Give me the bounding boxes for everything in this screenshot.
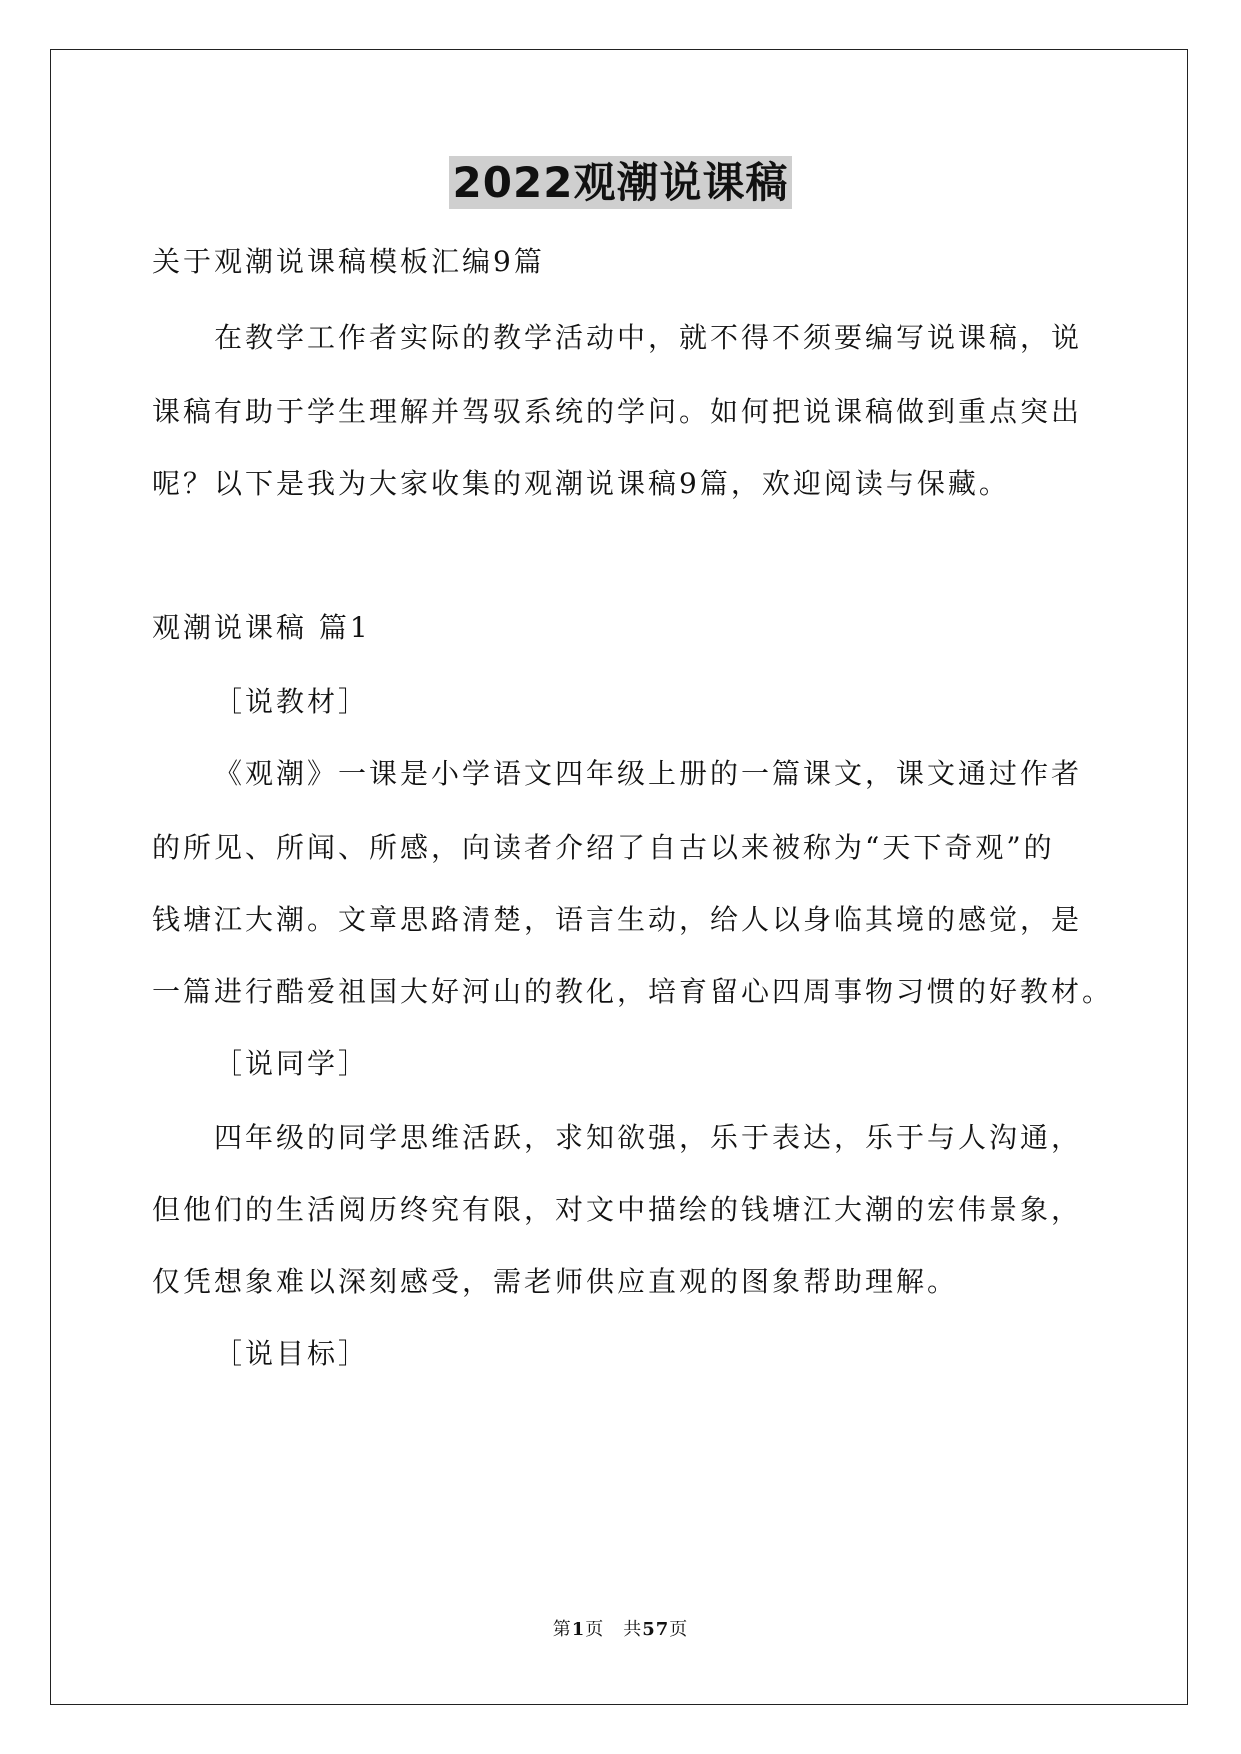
block1-line-3: 钱塘江大潮。文章思路清楚，语言生动，给人以身临其境的感觉，是 [152, 903, 1083, 936]
block1-heading: ［说教材］ [214, 685, 370, 718]
page-footer [0, 1615, 1241, 1641]
intro-line-2: 课稿有助于学生理解并驾驭系统的学问。如何把说课稿做到重点突出 [152, 395, 1083, 428]
intro-line-3: 呢？以下是我为大家收集的观潮说课稿9篇，欢迎阅读与保藏。 [152, 467, 1010, 500]
block2-line-3: 仅凭想象难以深刻感受，需老师供应直观的图象帮助理解。 [152, 1265, 959, 1298]
block2-line-1: 四年级的同学思维活跃，求知欲强，乐于表达，乐于与人沟通， [214, 1121, 1083, 1154]
footer-prefix: 第 [552, 1619, 572, 1640]
footer-mid: 页 共 [585, 1619, 643, 1640]
block1-line-4: 一篇进行酷爱祖国大好河山的教化，培育留心四周事物习惯的好教材。 [152, 975, 1114, 1008]
footer-total-pages: 57 [642, 1619, 670, 1640]
subtitle: 关于观潮说课稿模板汇编9篇 [152, 245, 545, 278]
block1-line-1: 《观潮》一课是小学语文四年级上册的一篇课文，课文通过作者 [214, 757, 1083, 790]
intro-line-1: 在教学工作者实际的教学活动中，就不得不须要编写说课稿，说 [214, 321, 1083, 354]
document-title [0, 150, 1241, 210]
block3-heading: ［说目标］ [214, 1337, 370, 1370]
footer-page-number: 1 [571, 1619, 586, 1640]
block1-line-2: 的所见、所闻、所感，向读者介绍了自古以来被称为“天下奇观”的 [152, 831, 1055, 864]
footer-suffix: 页 [669, 1619, 689, 1640]
block2-line-2: 但他们的生活阅历终究有限，对文中描绘的钱塘江大潮的宏伟景象， [152, 1193, 1083, 1226]
section-heading: 观潮说课稿 篇1 [152, 611, 371, 644]
page-border [50, 49, 1188, 1705]
title-text: 2022观潮说课稿 [449, 156, 793, 209]
block2-heading: ［说同学］ [214, 1047, 370, 1080]
